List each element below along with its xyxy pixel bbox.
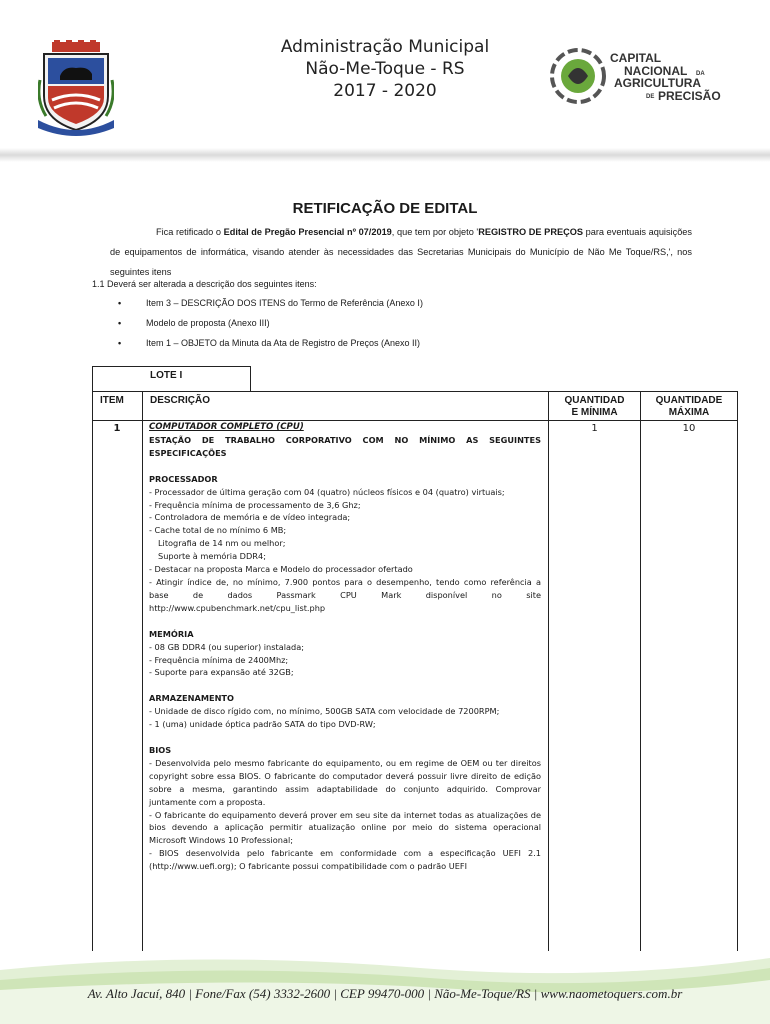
intro-part-e: para eventuais aquisições de equipamentos de informática, visando atender às necessidades das Secretarias Municipais do Município de Não Me Toque/RS,', nos seguintes itens xyxy=(110,227,693,277)
org-name: Administração Municipal xyxy=(280,37,490,57)
document-title: RETIFICAÇÃO DE EDITAL xyxy=(292,200,478,217)
table-line xyxy=(548,391,549,951)
table-line xyxy=(92,366,93,392)
table-line xyxy=(142,391,143,951)
col-header-qmin-l2: E MÍNIMA xyxy=(571,407,618,418)
spec-line: - Controladora de memória e de vídeo integrada; xyxy=(149,512,351,523)
section-heading: PROCESSADOR xyxy=(149,473,218,484)
col-header-qmin xyxy=(549,395,640,419)
spec-line: - 1 (uma) unidade óptica padrão SATA do tipo DVD-RW; xyxy=(149,719,376,730)
spec-line: - 08 GB DDR4 (ou superior) instalada; xyxy=(149,641,304,652)
logo-word-2: NACIONAL xyxy=(624,64,688,78)
row-description xyxy=(149,421,541,873)
col-header-item: ITEM xyxy=(100,395,124,406)
spec-line: Suporte à memória DDR4; xyxy=(158,551,266,562)
logo-word-3: DA xyxy=(696,71,705,77)
spec-line: - Unidade de disco rígido com, no mínimo, 500GB SATA com velocidade de 7200RPM; xyxy=(149,706,500,717)
spec-line: - Destacar na proposta Marca e Modelo do processador ofertado xyxy=(149,564,413,575)
spec-line: - Frequência mínima de 2400Mhz; xyxy=(149,654,289,665)
intro-registro: REGISTRO DE PREÇOS xyxy=(478,227,583,237)
desc-title: COMPUTADOR COMPLETO (CPU) xyxy=(149,422,304,432)
col-header-qmax-l2: MÁXIMA xyxy=(668,407,710,418)
footer-address: Av. Alto Jacuí, 840 | Fone/Fax (54) 3332-2600 | CEP 99470-000 | Não-Me-Toque/RS | www.naometoquers.com.br xyxy=(87,986,683,1001)
col-header-qmin-l1: QUANTIDAD xyxy=(564,395,625,406)
section-heading: ARMAZENAMENTO xyxy=(149,693,234,704)
item-1-1: 1.1 Deverá ser alterada a descrição dos seguintes itens: xyxy=(92,279,317,289)
table-line xyxy=(737,391,738,951)
spec-line: - Cache total de no mínimo 6 MB; xyxy=(149,525,287,536)
intro-part-c: , que tem por objeto ' xyxy=(391,227,479,237)
section-heading: BIOS xyxy=(149,745,172,756)
org-city: Não-Me-Toque - RS xyxy=(305,59,465,79)
table-line xyxy=(92,391,738,392)
intro-paragraph xyxy=(110,222,692,282)
bullet-item: • Item 1 – OBJETO da Minuta da Ata de Registro de Preços (Anexo II) xyxy=(118,333,423,353)
logo-word-5: DE xyxy=(646,94,655,100)
org-term: 2017 - 2020 xyxy=(333,81,437,101)
logo-word-6: PRECISÃO xyxy=(658,89,721,103)
lote-label: LOTE I xyxy=(150,370,183,381)
row-qmax: 10 xyxy=(682,423,696,434)
row-item-number: 1 xyxy=(113,423,121,434)
spec-line: Litografia de 14 nm ou melhor; xyxy=(158,538,286,549)
bullet-item: • Item 3 – DESCRIÇÃO DOS ITENS do Termo de Referência (Anexo I) xyxy=(118,293,423,313)
spec-line: - O fabricante do equipamento deverá prover em seu site da internet todas as atualizações de bios devendo a aplicação permitir atualização online por meio do sistema operacional Microsoft Windows 10 Professional; xyxy=(149,809,541,846)
bullet-item: • Modelo de proposta (Anexo III) xyxy=(118,313,423,333)
bullet-list xyxy=(118,293,423,353)
spec-line: - Suporte para expansão até 32GB; xyxy=(149,667,294,678)
spec-line: - BIOS desenvolvida pelo fabricante em conformidade com a especificação UEFI 2.1 (http://www.uefi.org); O fabricante possui compatibilidade com o padrão UEFI xyxy=(149,848,541,872)
logo-word-1: CAPITAL xyxy=(610,51,662,65)
spec-line: - Atingir índice de, no mínimo, 7.900 pontos para o desempenho, tendo como referência a base de dados Passmark CPU Mark disponível no site http://www.cpubenchmark.net/cpu_list.php xyxy=(149,576,541,613)
spec-line: - Desenvolvida pelo mesmo fabricante do equipamento, ou em regime de OEM ou ter direitos copyright sobre essa BIOS. O fabricante do computador deverá possuir livre direito de edição sobre a mesma, garantindo assim adaptabilidade do conjunto adquirido. Comprovar juntamente com a proposta. xyxy=(149,757,541,807)
desc-subtitle: ESTAÇÃO DE TRABALHO CORPORATIVO COM NO MÍNIMO AS SEGUINTES ESPECIFICAÇÕES xyxy=(149,434,541,458)
table-line xyxy=(250,366,251,392)
table-line xyxy=(92,391,93,951)
intro-part-a: Fica retificado o xyxy=(156,227,224,237)
intro-edital: Edital de Pregão Presencial nº 07/2019 xyxy=(223,227,392,237)
col-header-qmax-l1: QUANTIDADE xyxy=(655,395,723,406)
capital-agricultura-logo xyxy=(548,42,748,110)
col-header-qmax xyxy=(641,395,737,419)
table-line xyxy=(92,366,251,367)
section-heading: MEMÓRIA xyxy=(149,628,194,639)
logo-word-4: AGRICULTURA xyxy=(614,76,702,90)
spec-line: - Processador de última geração com 04 (quatro) núcleos físicos e 04 (quatro) virtuais; xyxy=(149,486,505,497)
spec-line: - Frequência mínima de processamento de 3,6 Ghz; xyxy=(149,499,361,510)
table-line xyxy=(640,391,641,951)
col-header-desc: DESCRIÇÃO xyxy=(150,395,211,406)
header-divider xyxy=(0,148,770,162)
row-qmin: 1 xyxy=(591,423,598,434)
